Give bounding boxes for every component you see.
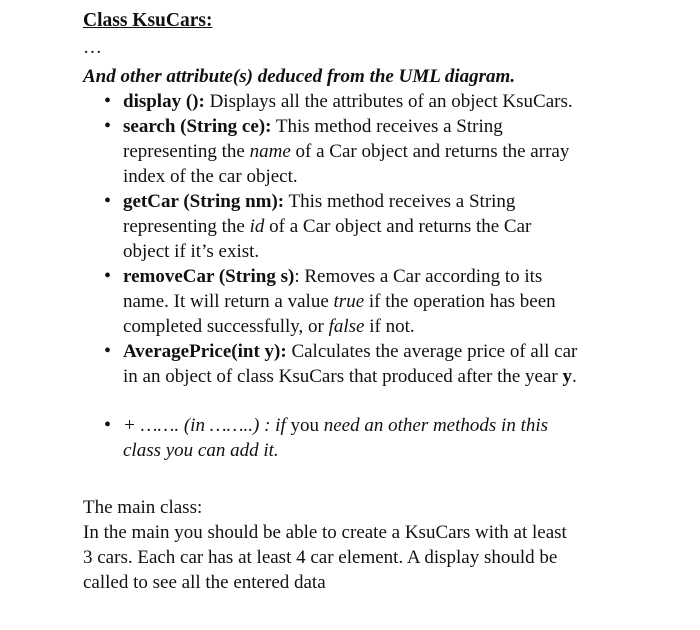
method-description: you <box>285 415 324 436</box>
method-description: This method receives a String <box>284 191 516 212</box>
method-description: need an other methods in this <box>323 415 549 436</box>
emphasis-text: false <box>328 316 365 337</box>
method-signature: AveragePrice(int y): <box>123 341 287 362</box>
method-signature: display (): <box>123 91 205 112</box>
bullet-icon: • <box>104 90 112 112</box>
attributes-subheading: And other attribute(s) deduced from the UML diagram. <box>83 66 516 87</box>
spacer <box>83 389 683 413</box>
method-description: name. It will return a value <box>123 291 334 312</box>
method-signature: getCar (String nm): <box>123 191 285 212</box>
main-paragraph-line: called to see all the entered data <box>83 572 326 593</box>
bullet-icon: • <box>104 190 112 212</box>
main-class-title: The main class: <box>83 497 203 518</box>
method-description: index of the car object. <box>123 166 298 187</box>
emphasis-text: name <box>249 141 291 162</box>
class-heading: Class KsuCars: <box>83 10 213 31</box>
method-description: class you can add it. <box>123 440 279 461</box>
method-description: This method receives a String <box>271 116 503 137</box>
method-description: of a Car object and returns the array <box>290 141 570 162</box>
method-description: completed successfully, or <box>123 316 329 337</box>
bullet-icon: • <box>104 340 112 362</box>
ellipsis: … <box>83 37 102 58</box>
method-removecar <box>83 264 683 339</box>
bullet-icon: • <box>104 265 112 287</box>
method-description: + ……. (in ……..) : <box>123 415 276 436</box>
bullet-icon: • <box>104 414 112 436</box>
main-paragraph-line: 3 cars. Each car has at least 4 car element. A display should be <box>83 547 558 568</box>
method-description: : Removes a Car according to its <box>294 266 543 287</box>
document-body <box>83 8 683 595</box>
method-search <box>83 114 683 189</box>
method-description: of a Car object and returns the Car <box>264 216 532 237</box>
method-description: if <box>275 415 286 436</box>
method-description: Calculates the average price of all car <box>286 341 578 362</box>
methods-list <box>83 89 683 463</box>
method-description: representing the <box>123 216 250 237</box>
method-description: in an object of class KsuCars that produced after the year <box>123 366 563 387</box>
method-averageprice <box>83 339 683 389</box>
bullet-icon: • <box>104 115 112 137</box>
method-extra <box>83 413 683 463</box>
emphasis-text: true <box>333 291 365 312</box>
method-description: object if it’s exist. <box>123 241 260 262</box>
main-paragraph-line: In the main you should be able to create a KsuCars with at least <box>83 522 567 543</box>
method-description: if not. <box>364 316 415 337</box>
emphasis-text: y <box>562 366 572 387</box>
method-description: representing the <box>123 141 250 162</box>
method-description: Displays all the attributes of an object KsuCars. <box>204 91 573 112</box>
method-display <box>83 89 683 114</box>
method-description: . <box>571 366 577 387</box>
method-signature: removeCar (String s) <box>123 266 295 287</box>
emphasis-text: id <box>249 216 265 237</box>
method-signature: search (String ce): <box>123 116 272 137</box>
method-description: if the operation has been <box>364 291 556 312</box>
method-getcar <box>83 189 683 264</box>
